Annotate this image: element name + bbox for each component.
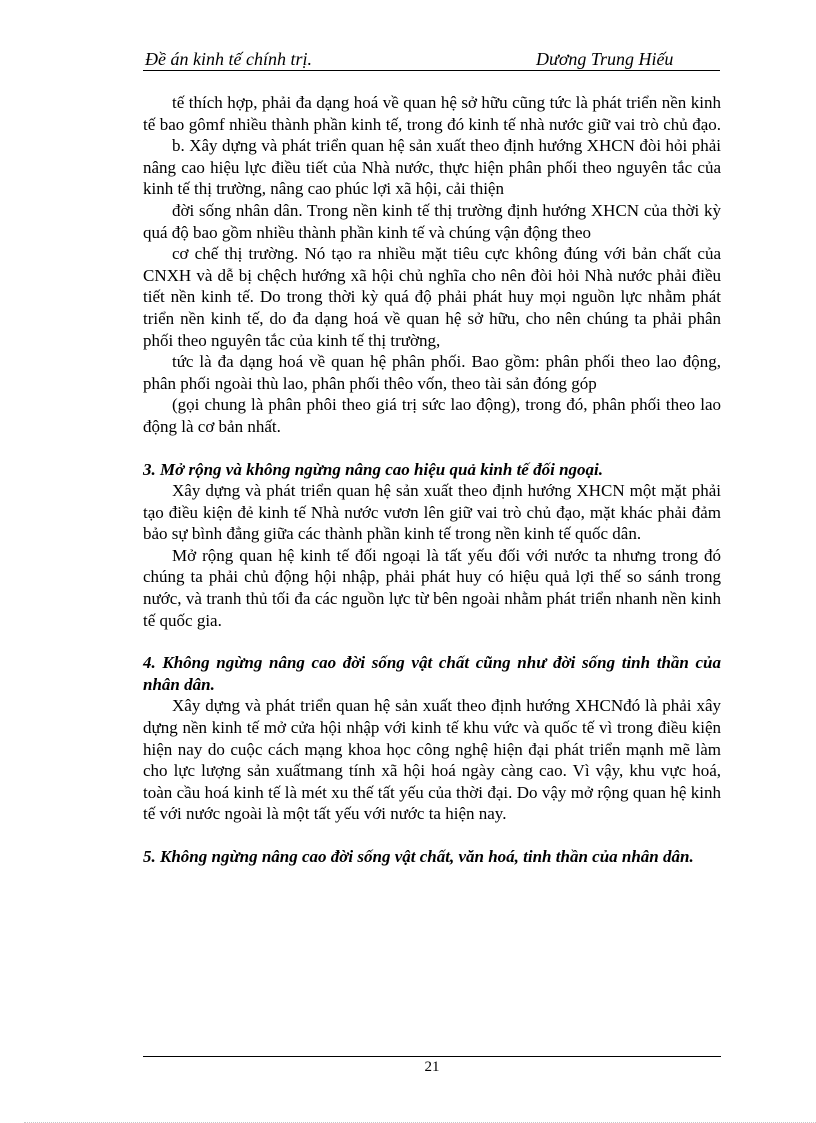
section-heading-3: 3. Mở rộng và không ngừng nâng cao hiệu quả kinh tế đối ngoại. (143, 459, 603, 479)
paragraph: b. Xây dựng và phát triển quan hệ sản xuất theo định hướng XHCN đòi hỏi phải nâng cao hiệu lực điều tiết của Nhà nước, thực hiện phân phối theo nguyên tắc của kinh tế thị trường, nâng cao phúc lợi xã hội, cải thiện (143, 136, 721, 199)
section-heading-5: 5. Không ngừng nâng cao đời sống vật chất, văn hoá, tinh thần của nhân dân. (143, 847, 694, 866)
paragraph: Mở rộng quan hệ kinh tế đối ngoại là tất yếu đối với nước ta nhưng trong đó chúng ta phải chủ động hội nhập, phải phát huy có hiệu quả lợi thế so sánh trong nước, và tranh thủ tối đa các nguồn lực từ bên ngoài nhằm phát triển nhanh nền kinh tế quốc gia. (143, 545, 721, 630)
paragraph: Xây dựng và phát triển quan hệ sản xuất theo định hướng XHCNđó là phải xây dựng nền kinh tế mở cửa hội nhập với kinh tế khu vức và quốc tế vì trong điều kiện hiện nay do cuộc cách mạng khoa học công nghệ hiện đại phát triển mạnh mẽ làm cho lực lượng sản xuấtmang tính xã hội hoá ngày càng cao. Vì vậy, khu vực hoá, toàn cầu hoá kinh tế là mét xu thế tất yếu của thời đại. Do vậy mở rộng quan hệ kinh tế với nước ngoài là một tất yếu với nước ta hiện nay. (143, 696, 721, 824)
paragraph: (gọi chung là phân phôi theo giá trị sức lao động), trong đó, phân phối theo lao động là cơ bản nhất. (143, 395, 721, 436)
paragraph: Xây dựng và phát triển quan hệ sản xuất theo định hướng XHCN một mặt phải tạo điều kiện đẻ kinh tế Nhà nước vươn lên giữ vai trò chủ đạo, mặt khác phải đảm bảo sự bình đẳng giữa các thành phần kinh tế trong nền kinh tế quốc dân. (143, 481, 721, 544)
header-title: Đề án kinh tế chính trị. (145, 49, 312, 69)
page-number: 21 (424, 1059, 440, 1075)
footer-rule (143, 1056, 721, 1057)
paragraph: cơ chế thị trường. Nó tạo ra nhiều mặt tiêu cực không đúng với bản chất của CNXH và dễ bị chệch hướng xã hội chủ nghĩa cho nên đòi hỏi Nhà nước phải điều tiết nền kinh tế. Do trong thời kỳ quá độ phải phát huy mọi nguồn lực nhằm phát triển nền kinh tế, do đa dạng hoá về quan hệ sở hữu, cho nên chúng ta phải phân phối theo nguyên tắc của kinh tế thị trường, (143, 244, 721, 350)
paragraph: tức là đa dạng hoá về quan hệ phân phối. Bao gồm: phân phối theo lao động, phân phối ngoài thù lao, phân phối thêo vốn, theo tài sản đóng góp (143, 352, 721, 393)
paragraph: tế thích hợp, phải đa dạng hoá về quan hệ sở hữu cũng tức là phát triển nền kinh tế bao gômf nhiều thành phần kinh tế, trong đó kinh tế nhà nước giữ vai trò chủ đạo. (143, 93, 721, 134)
header-author: Dương Trung Hiếu (536, 49, 674, 69)
document-body (143, 92, 721, 868)
section-heading-4: 4. Không ngừng nâng cao đời sống vật chất cũng như đời sống tinh thần của nhân dân. (143, 653, 721, 694)
paragraph: đời sống nhân dân. Trong nền kinh tế thị trường định hướng XHCN của thời kỳ quá độ bao gồm nhiều thành phần kinh tế và chúng vận động theo (143, 200, 721, 242)
page-header (143, 48, 720, 71)
